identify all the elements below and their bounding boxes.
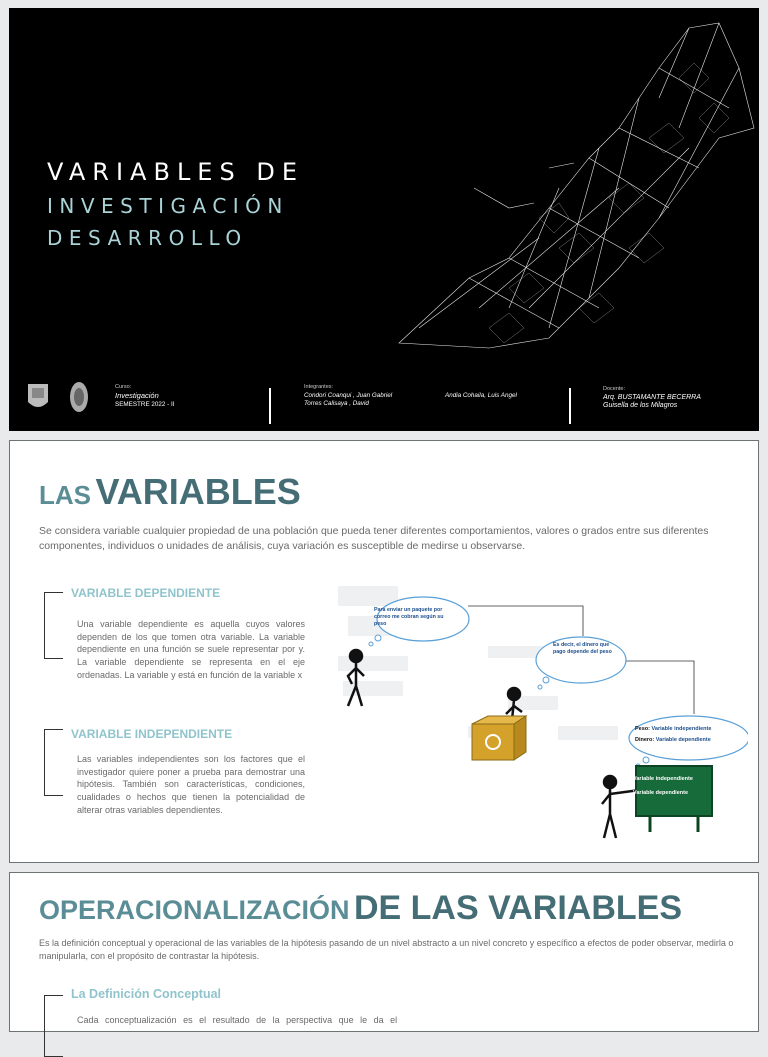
board-line2: Variable dependiente (633, 790, 689, 796)
operacionalizacion-title (39, 889, 682, 928)
variables-title (39, 471, 301, 513)
cover-title-line3: DESARROLLO (47, 226, 248, 250)
conceptual-text: Cada conceptualización es el resultado de la perspectiva que le da el (77, 1015, 398, 1025)
semester-text: SEMESTRE 2022 - II (115, 401, 175, 408)
cover-title-line2: INVESTIGACIÓN (47, 194, 289, 218)
bubble-3-label1: Peso: (635, 726, 650, 732)
teacher-line1: Arq. BUSTAMANTE BECERRA (603, 393, 701, 401)
members-line2: Torres Calisaya , David (304, 400, 369, 407)
bracket (44, 592, 63, 659)
title-big: VARIABLES (95, 471, 301, 512)
cover-slide (9, 8, 759, 431)
bubble-3-value2: Variable dependiente (655, 737, 711, 743)
members-info-2 (445, 392, 517, 401)
bracket (44, 995, 63, 1057)
members-info (304, 383, 392, 409)
title-part1: OPERACIONALIZACIÓN (39, 895, 350, 925)
course-info (115, 383, 175, 410)
title-part2: DE LAS VARIABLES (353, 889, 683, 927)
bubble-3-text (635, 724, 735, 746)
title-small: LAS (39, 480, 91, 510)
faculty-logo (67, 380, 91, 414)
university-logo (26, 380, 50, 414)
dep-heading: VARIABLE DEPENDIENTE (71, 586, 221, 600)
city-map-illustration (359, 8, 759, 353)
members-line3: Andia Cohaila, Luis Angel (445, 392, 517, 399)
divider-bar (569, 388, 571, 424)
teacher-line2: Guisella de los Milagros (603, 402, 678, 409)
board-line1: Variable independiente (633, 776, 693, 782)
members-line1: Condori Coanqui , Juan Gabriel (304, 391, 393, 399)
bubble-2-text: Es decir, el dinero que pago depende del peso (553, 642, 612, 655)
variables-slide (9, 440, 759, 863)
conceptual-heading: La Definición Conceptual (71, 987, 222, 1001)
board-text (633, 772, 709, 800)
operacionalizacion-intro: Es la definición conceptual y operacional de las variables de la hipótesis pasando de un nivel abstracto a un nivel concreto y específico a efectos de poder observar, medirla o manipularla, con el propósito de contrastar la hipótesis. (39, 938, 734, 961)
ind-heading: VARIABLE INDEPENDIENTE (71, 727, 233, 741)
course-name: Investigación (115, 390, 159, 400)
divider-bar (269, 388, 271, 424)
bracket (44, 729, 63, 796)
bubble-3-value1: Variable independiente (651, 726, 712, 732)
cover-title-line1: VARIABLES DE (47, 158, 304, 186)
course-label: Curso: (115, 384, 132, 390)
teacher-label: Docente: (603, 386, 626, 392)
operacionalizacion-slide (9, 872, 759, 1032)
variables-intro: Se considera variable cualquier propiedad de una población que pueda tener diferentes comportamientos, valores o grados entre sus diferentes componentes, individuos o unidades de análisis, cuya variación es susceptible de medirse u observarse. (39, 525, 709, 552)
teacher-info (603, 385, 701, 411)
bubble-1-text: Para enviar un paquete por correo me cobran según su peso (374, 607, 444, 627)
members-label: Integrantes: (304, 384, 334, 390)
ind-text: Las variables independientes son los factores que el investigador quiere poner a prueba para demostrar una hipótesis. También son características, condiciones, cualidades o hechos que tienen la potencialidad de alterar otras variables dependientes. (77, 754, 305, 815)
dep-text: Una variable dependiente es aquella cuyos valores dependen de los que tomen otra variable. La variable dependiente en una función se suele representar por y. La variable dependiente se representa en el eje ordenadas. La variable y está en función de la variable x (77, 619, 305, 680)
bubble-3-label2: Dinero: (635, 737, 655, 743)
